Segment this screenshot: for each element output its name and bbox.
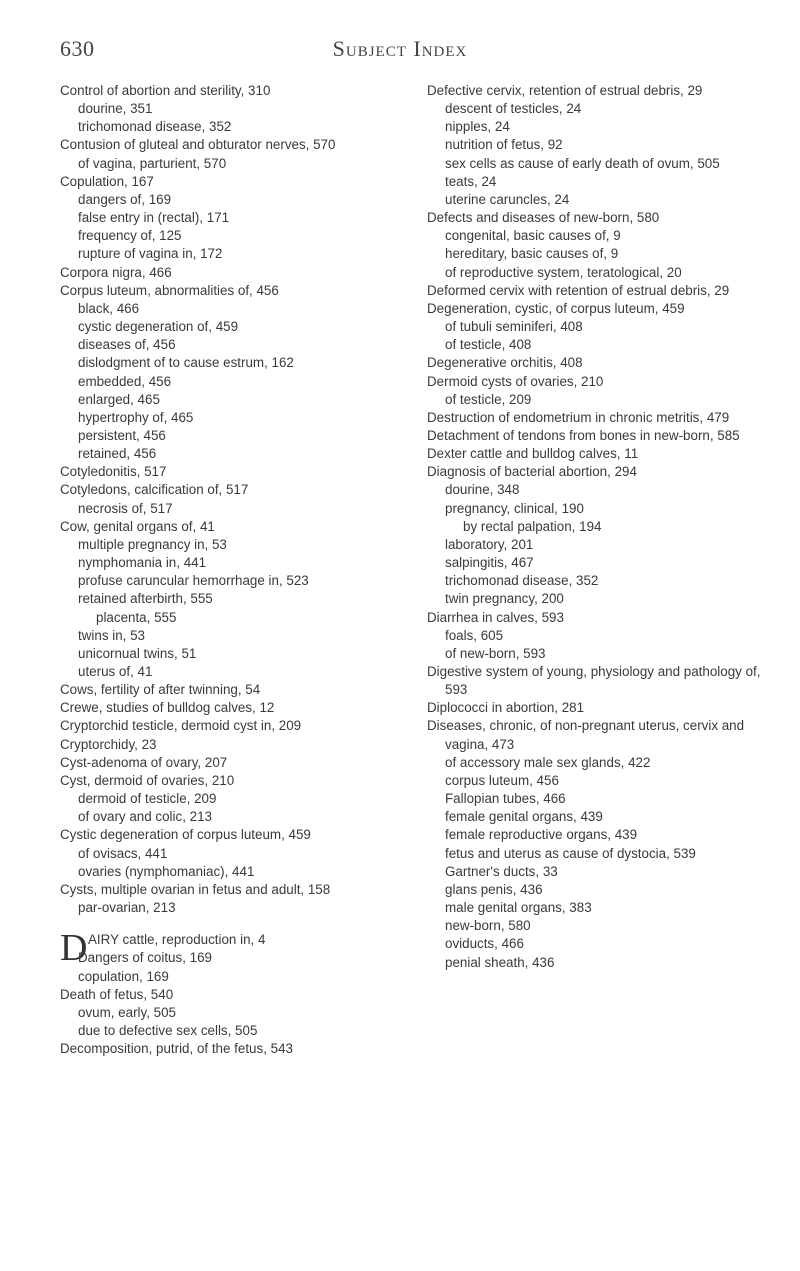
index-heading: Death of fetus, 540 [60, 986, 174, 1002]
index-subentry: black, 466 [78, 300, 140, 316]
index-heading: Cyst-adenoma of ovary, 207 [60, 754, 228, 770]
index-subentry: penial sheath, 436 [445, 954, 555, 970]
index-heading: Contusion of gluteal and obturator nerves, 570 [60, 137, 336, 153]
index-subentry: male genital organs, 383 [445, 900, 592, 916]
index-subentry: dourine, 351 [78, 101, 153, 117]
index-subentry: dangers of, 169 [78, 191, 172, 207]
index-subentry: of ovary and colic, 213 [78, 809, 212, 825]
index-subentry: pregnancy, clinical, 190 [445, 500, 584, 516]
index-subentry: nymphomania in, 441 [78, 555, 207, 571]
left-index-column [60, 82, 400, 1058]
index-subentry: of reproductive system, teratological, 20 [445, 264, 682, 280]
index-heading: Copulation, 167 [60, 173, 154, 189]
page-header [0, 36, 800, 66]
index-heading: Degenerative orchitis, 408 [427, 355, 583, 371]
index-subentry: of ovisacs, 441 [78, 845, 168, 861]
index-heading: Diseases, chronic, of non-pregnant uterus, cervix and vagina, 473 [427, 718, 745, 752]
index-heading: Corpora nigra, 466 [60, 264, 172, 280]
index-subentry: sex cells as cause of early death of ovum, 505 [445, 155, 720, 171]
index-subentry: uterine caruncles, 24 [445, 191, 570, 207]
right-entries [427, 82, 772, 972]
index-heading: Digestive system of young, physiology and pathology of, 593 [427, 664, 761, 698]
index-subentry: diseases of, 456 [78, 337, 176, 353]
index-subentry: trichomonad disease, 352 [78, 119, 232, 135]
index-heading: Cotyledonitis, 517 [60, 464, 167, 480]
index-heading: Cows, fertility of after twinning, 54 [60, 682, 261, 698]
index-subentry: due to defective sex cells, 505 [78, 1022, 258, 1038]
index-subentry: ovaries (nymphomaniac), 441 [78, 863, 255, 879]
index-heading: Cysts, multiple ovarian in fetus and adult, 158 [60, 881, 331, 897]
drop-cap-letter: D [60, 927, 88, 970]
index-heading: Cyst, dermoid of ovaries, 210 [60, 772, 235, 788]
index-heading: Deformed cervix with retention of estrual debris, 29 [427, 282, 730, 298]
index-heading: Decomposition, putrid, of the fetus, 543 [60, 1041, 293, 1057]
index-heading: Dermoid cysts of ovaries, 210 [427, 373, 604, 389]
index-subentry: of accessory male sex glands, 422 [445, 754, 651, 770]
index-subentry: new-born, 580 [445, 918, 531, 934]
index-subentry: salpingitis, 467 [445, 555, 534, 571]
index-heading: Cryptorchid testicle, dermoid cyst in, 209 [60, 718, 302, 734]
index-subentry: cystic degeneration of, 459 [78, 319, 239, 335]
index-subentry: twin pregnancy, 200 [445, 591, 564, 607]
index-heading: Dexter cattle and bulldog calves, 11 [427, 446, 639, 462]
right-index-column [427, 82, 772, 972]
index-subentry: trichomonad disease, 352 [445, 573, 599, 589]
index-heading: Cow, genital organs of, 41 [60, 518, 215, 534]
left-entries [60, 82, 400, 917]
index-subentry: by rectal palpation, 194 [463, 518, 602, 534]
index-heading: Defective cervix, retention of estrual debris, 29 [427, 83, 703, 98]
running-title: Subject Index [332, 36, 468, 61]
index-heading: Detachment of tendons from bones in new-born, 585 [427, 427, 740, 443]
index-heading: Degeneration, cystic, of corpus luteum, 459 [427, 300, 685, 316]
index-heading: Control of abortion and sterility, 310 [60, 83, 271, 98]
index-subentry: dislodgment of to cause estrum, 162 [78, 355, 294, 371]
index-subentry: frequency of, 125 [78, 228, 182, 244]
index-subentry: foals, 605 [445, 627, 504, 643]
index-subentry: congenital, basic causes of, 9 [445, 228, 621, 244]
dropcap-section [60, 927, 400, 1058]
index-subentry: twins in, 53 [78, 627, 145, 643]
index-subentry: of tubuli seminiferi, 408 [445, 319, 583, 335]
index-subentry: of testicle, 408 [445, 337, 532, 353]
index-subentry: Fallopian tubes, 466 [445, 791, 566, 807]
index-subentry: of new-born, 593 [445, 645, 546, 661]
dropcap-first-line: AIRY cattle, reproduction in, 4 [88, 932, 266, 948]
index-heading: Diarrhea in calves, 593 [427, 609, 564, 625]
index-heading: Diplococci in abortion, 281 [427, 700, 585, 716]
index-subentry: laboratory, 201 [445, 536, 534, 552]
index-subentry: placenta, 555 [96, 609, 177, 625]
index-subentry: necrosis of, 517 [78, 500, 173, 516]
index-subentry: persistent, 456 [78, 427, 166, 443]
index-subentry: corpus luteum, 456 [445, 772, 559, 788]
index-subentry: Gartner's ducts, 33 [445, 863, 558, 879]
index-heading: Destruction of endometrium in chronic metritis, 479 [427, 409, 730, 425]
index-subentry: retained afterbirth, 555 [78, 591, 213, 607]
index-heading: Crewe, studies of bulldog calves, 12 [60, 700, 275, 716]
index-subentry: enlarged, 465 [78, 391, 160, 407]
index-subentry: hypertrophy of, 465 [78, 409, 194, 425]
index-subentry: rupture of vagina in, 172 [78, 246, 223, 262]
index-subentry: teats, 24 [445, 173, 497, 189]
dropcap-entries [60, 949, 400, 1058]
index-subentry: dermoid of testicle, 209 [78, 791, 217, 807]
index-subentry: Dangers of coitus, 169 [78, 950, 212, 966]
index-subentry: retained, 456 [78, 446, 157, 462]
index-heading: Cotyledons, calcification of, 517 [60, 482, 249, 498]
index-subentry: female reproductive organs, 439 [445, 827, 638, 843]
page-number: 630 [60, 36, 95, 61]
index-subentry: dourine, 348 [445, 482, 520, 498]
index-subentry: of vagina, parturient, 570 [78, 155, 227, 171]
index-subentry: copulation, 169 [78, 968, 169, 984]
index-subentry: embedded, 456 [78, 373, 172, 389]
index-subentry: glans penis, 436 [445, 881, 543, 897]
index-heading: Diagnosis of bacterial abortion, 294 [427, 464, 637, 480]
index-subentry: nipples, 24 [445, 119, 510, 135]
index-subentry: uterus of, 41 [78, 664, 153, 679]
index-subentry: profuse caruncular hemorrhage in, 523 [78, 573, 309, 589]
index-subentry: multiple pregnancy in, 53 [78, 536, 227, 552]
index-subentry: unicornual twins, 51 [78, 645, 197, 661]
index-heading: Corpus luteum, abnormalities of, 456 [60, 282, 279, 298]
index-subentry: false entry in (rectal), 171 [78, 210, 230, 226]
index-subentry: female genital organs, 439 [445, 809, 603, 825]
index-heading: Defects and diseases of new-born, 580 [427, 210, 660, 226]
index-subentry: nutrition of fetus, 92 [445, 137, 563, 153]
index-subentry: fetus and uterus as cause of dystocia, 539 [445, 845, 696, 861]
index-subentry: of testicle, 209 [445, 391, 532, 407]
index-subentry: hereditary, basic causes of, 9 [445, 246, 619, 262]
index-subentry: oviducts, 466 [445, 936, 524, 952]
index-subentry: descent of testicles, 24 [445, 101, 582, 117]
index-heading: Cystic degeneration of corpus luteum, 459 [60, 827, 311, 843]
index-subentry: ovum, early, 505 [78, 1004, 176, 1020]
index-subentry: par-ovarian, 213 [78, 900, 176, 916]
index-heading: Cryptorchidy, 23 [60, 736, 157, 752]
